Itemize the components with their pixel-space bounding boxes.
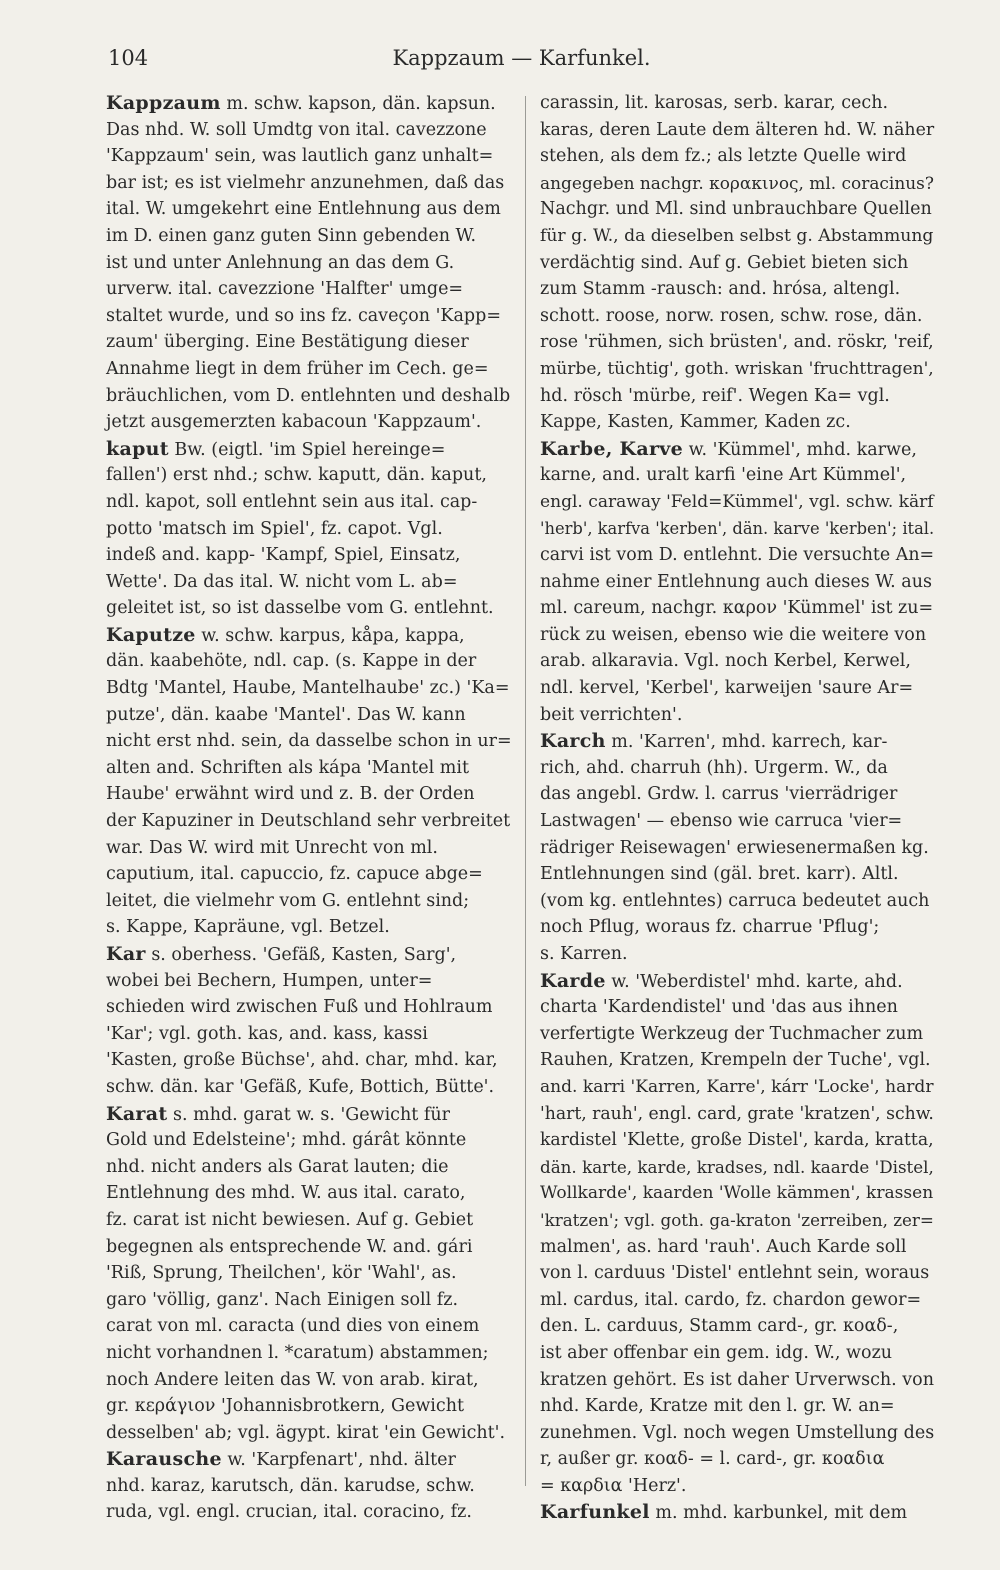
entry-headword-line xyxy=(106,1101,512,1128)
line-text: nicht erst nhd. sein, da dasselbe schon in ur= xyxy=(106,731,512,752)
line-text: schieden wird zwischen Fuß und Hohlraum xyxy=(106,997,493,1018)
text-line xyxy=(540,1287,934,1314)
text-line xyxy=(540,356,934,383)
text-line xyxy=(540,1074,934,1101)
line-text: carassin, lit. karosas, serb. karar, cech. xyxy=(540,93,889,113)
text-line xyxy=(540,808,934,835)
text-line xyxy=(106,1287,512,1314)
text-line xyxy=(540,1473,934,1500)
line-text: nahme einer Entlehnung auch dieses W. aus xyxy=(540,571,932,592)
line-text: desselben' ab; vgl. ägypt. kirat 'ein Gewicht'. xyxy=(106,1422,506,1443)
line-text: der Kapuziner in Deutschland sehr verbreitet xyxy=(106,811,511,832)
line-text: putze', dän. kaabe 'Mantel'. Das W. kann xyxy=(106,704,466,725)
text-line xyxy=(540,276,934,303)
line-text: ist aber offenbar ein gem. idg. W., wozu xyxy=(540,1342,893,1363)
line-text: Entlehnung des mhd. W. aus ital. carato, xyxy=(106,1183,466,1204)
text-line xyxy=(106,356,512,383)
line-text: carat von ml. caracta (und dies von einem xyxy=(106,1316,480,1337)
text-line xyxy=(106,143,512,170)
line-text: 'herb', karfva 'kerben', dän. karve 'kerben'; ital. xyxy=(540,518,935,538)
line-text: m. 'Karren', mhd. karrech, kar- xyxy=(605,732,888,753)
text-line xyxy=(540,755,934,782)
line-text: kardistel 'Klette, große Distel', karda, kratta, xyxy=(540,1130,934,1151)
line-text: für g. W., da dieselben selbst g. Abstammung xyxy=(540,225,934,246)
text-line xyxy=(106,1047,512,1074)
headword: Karausche xyxy=(106,1448,222,1471)
text-line xyxy=(540,489,934,516)
line-text: and. karri 'Karren, Karre', kárr 'Locke', hardr xyxy=(540,1076,934,1097)
line-text: fz. carat ist nicht bewiesen. Auf g. Gebiet xyxy=(106,1209,474,1230)
line-text: malmen', as. hard 'rauh'. Auch Karde soll xyxy=(540,1236,907,1257)
entry-headword-line xyxy=(106,622,512,649)
text-line xyxy=(540,303,934,330)
line-text: war. Das W. wird mit Unrecht von ml. xyxy=(106,837,438,858)
text-line xyxy=(540,1234,934,1261)
text-line xyxy=(106,1340,512,1367)
line-text: den. L. carduus, Stamm card-, gr. κοαδ-, xyxy=(540,1316,899,1337)
line-text: Kappe, Kasten, Kammer, Kaden zc. xyxy=(540,412,851,433)
line-text: Rauhen, Kratzen, Krempeln der Tuche', vgl. xyxy=(540,1050,931,1071)
text-line xyxy=(106,1367,512,1394)
text-line xyxy=(540,170,934,197)
text-line xyxy=(106,781,512,808)
text-line xyxy=(540,1340,934,1367)
text-line xyxy=(540,1101,934,1128)
line-text: rich, ahd. charruh (hh). Urgerm. W., da xyxy=(540,757,888,778)
headword: Karfunkel xyxy=(540,1501,650,1524)
line-text: bar ist; es ist vielmehr anzunehmen, daß das xyxy=(106,172,505,193)
text-line xyxy=(106,1260,512,1287)
text-line xyxy=(540,781,934,808)
line-text: leitet, die vielmehr vom G. entlehnt sind; xyxy=(106,890,470,911)
line-text: begegnen als entsprechende W. and. gári xyxy=(106,1236,473,1257)
text-line xyxy=(106,1127,512,1154)
line-text: angegeben nachgr. κορακινος, ml. coracinus? xyxy=(540,172,934,193)
text-line xyxy=(106,1393,512,1420)
text-line xyxy=(540,1154,934,1181)
line-text: ist und unter Anlehnung an das dem G. xyxy=(106,252,455,273)
line-text: potto 'matsch im Spiel', fz. capot. Vgl. xyxy=(106,518,443,539)
text-line xyxy=(106,888,512,915)
text-line xyxy=(540,702,934,729)
text-line xyxy=(540,90,934,117)
text-line xyxy=(540,117,934,144)
entry-headword-line xyxy=(540,968,934,995)
line-text: Wette'. Da das ital. W. nicht vom L. ab= xyxy=(106,571,458,592)
line-text: Das nhd. W. soll Umdtg von ital. cavezzone xyxy=(106,119,487,140)
line-text: nhd. nicht anders als Garat lauten; die xyxy=(106,1156,449,1177)
text-line xyxy=(106,1499,512,1526)
line-text: stehen, als dem fz.; als letzte Quelle wird xyxy=(540,146,907,167)
line-text: Bw. (eigtl. 'im Spiel hereinge= xyxy=(168,439,446,460)
text-line xyxy=(540,383,934,410)
line-text: s. Karren. xyxy=(540,944,628,964)
text-line xyxy=(540,409,934,436)
line-text: von l. carduus 'Distel' entlehnt sein, woraus xyxy=(540,1263,930,1284)
line-text: alten and. Schriften als kápa 'Mantel mit xyxy=(106,757,470,778)
text-line xyxy=(106,1207,512,1234)
text-line xyxy=(106,329,512,356)
line-text: w. 'Weberdistel' mhd. karte, ahd. xyxy=(605,971,903,992)
line-text: 'Kappzaum' sein, was lautlich ganz unhalt= xyxy=(106,146,494,167)
line-text: caputium, ital. capuccio, fz. capuce abge= xyxy=(106,864,483,885)
line-text: ndl. kervel, 'Kerbel', karweijen 'saure Ar= xyxy=(540,678,914,699)
line-text: s. mhd. garat w. s. 'Gewicht für xyxy=(167,1104,450,1125)
text-line xyxy=(540,250,934,277)
line-text: arab. alkaravia. Vgl. noch Kerbel, Kerwel, xyxy=(540,651,911,672)
entry-headword-line xyxy=(540,728,934,755)
entry-headword-line xyxy=(540,1499,934,1526)
text-line xyxy=(106,994,512,1021)
text-line xyxy=(106,117,512,144)
text-line xyxy=(106,968,512,995)
line-text: ml. careum, nachgr. καρον 'Kümmel' ist zu= xyxy=(540,598,934,619)
headword: kaput xyxy=(106,437,169,460)
text-line xyxy=(540,595,934,622)
line-text: s. oberhess. 'Gefäß, Kasten, Sarg', xyxy=(145,945,457,965)
page-number: 104 xyxy=(108,46,149,70)
line-text: urverw. ital. cavezzione 'Halfter' umge= xyxy=(106,279,464,300)
line-text: bräuchlichen, vom D. entlehnten und deshalb xyxy=(106,385,511,406)
line-text: das angebl. Grdw. l. carrus 'vierrädriger xyxy=(540,784,898,805)
text-line xyxy=(106,595,512,622)
line-text: (vom kg. entlehntes) carruca bedeutet auch xyxy=(540,890,930,911)
text-line xyxy=(540,223,934,250)
text-line xyxy=(540,888,934,915)
text-line xyxy=(106,1154,512,1181)
text-line xyxy=(540,941,934,968)
text-line xyxy=(106,808,512,835)
text-line xyxy=(106,1473,512,1500)
line-text: w. schw. karpus, kåpa, kappa, xyxy=(195,625,465,646)
line-text: geleitet ist, so ist dasselbe vom G. entlehnt. xyxy=(106,598,494,619)
line-text: = καρδια 'Herz'. xyxy=(540,1475,687,1496)
line-text: charta 'Kardendistel' und 'das aus ihnen xyxy=(540,997,898,1018)
line-text: kratzen gehört. Es ist daher Urverwsch. von xyxy=(540,1369,934,1390)
column-divider xyxy=(525,96,526,1486)
line-text: 'hart, rauh', engl. card, grate 'kratzen', schw. xyxy=(540,1103,934,1124)
text-line xyxy=(540,1446,934,1473)
line-text: nhd. karaz, karutsch, dän. karudse, schw. xyxy=(106,1475,475,1496)
text-line xyxy=(106,728,512,755)
left-column xyxy=(106,90,512,1523)
line-text: Lastwagen' — ebenso wie carruca 'vier= xyxy=(540,811,903,832)
line-text: fallen') erst nhd.; schw. kaputt, dän. kaput, xyxy=(106,465,487,486)
text-line xyxy=(540,648,934,675)
text-line xyxy=(540,1127,934,1154)
line-text: garo 'völlig, ganz'. Nach Einigen soll fz. xyxy=(106,1289,459,1310)
line-text: zaum' überging. Eine Bestätigung dieser xyxy=(106,332,469,353)
line-text: wobei bei Bechern, Humpen, unter= xyxy=(106,970,433,991)
text-line xyxy=(106,542,512,569)
text-line xyxy=(540,1180,934,1207)
line-text: nicht vorhandnen l. *caratum) abstammen; xyxy=(106,1342,489,1363)
text-line xyxy=(106,196,512,223)
text-line xyxy=(106,516,512,543)
line-text: hd. rösch 'mürbe, reif'. Wegen Ka= vgl. xyxy=(540,385,890,406)
entry-headword-line xyxy=(106,436,512,463)
headword: Kappzaum xyxy=(106,92,221,114)
line-text: staltet wurde, und so ins fz. caveçon 'Kapp= xyxy=(106,305,501,326)
line-text: karne, and. uralt karfi 'eine Art Kümmel', xyxy=(540,465,907,486)
text-line xyxy=(106,569,512,596)
text-line xyxy=(106,223,512,250)
text-line xyxy=(106,1021,512,1048)
text-line xyxy=(540,1047,934,1074)
text-line xyxy=(106,489,512,516)
page-header xyxy=(108,46,935,76)
line-text: m. mhd. karbunkel, mit dem xyxy=(649,1503,908,1524)
entry-headword-line xyxy=(106,941,512,968)
text-line xyxy=(106,861,512,888)
text-line xyxy=(540,1420,934,1447)
line-text: im D. einen ganz guten Sinn gebenden W. xyxy=(106,225,477,246)
text-line xyxy=(106,383,512,410)
line-text: mürbe, tüchtig', goth. wriskan 'fruchttragen', xyxy=(540,358,934,379)
line-text: Nachgr. und Ml. sind unbrauchbare Quellen xyxy=(540,199,932,220)
text-line xyxy=(540,569,934,596)
text-line xyxy=(106,462,512,489)
line-text: Annahme liegt in dem früher im Cech. ge= xyxy=(106,358,489,379)
line-text: ruda, vgl. engl. crucian, ital. coracino, fz. xyxy=(106,1502,472,1523)
right-column xyxy=(540,90,935,1524)
headword: Kaputze xyxy=(106,623,196,646)
text-line xyxy=(540,1393,934,1420)
text-line xyxy=(106,303,512,330)
line-text: Bdtg 'Mantel, Haube, Mantelhaube' zc.) 'Ka= xyxy=(106,678,510,699)
line-text: schott. roose, norw. rosen, schw. rose, dän. xyxy=(540,305,923,326)
text-line xyxy=(540,835,934,862)
line-text: rück zu weisen, ebenso wie die weitere von xyxy=(540,624,927,645)
text-line xyxy=(540,462,934,489)
text-line xyxy=(106,276,512,303)
line-text: schw. dän. kar 'Gefäß, Kufe, Bottich, Bütte'. xyxy=(106,1076,495,1097)
line-text: 'kratzen'; vgl. goth. ga-kraton 'zerreiben, zer= xyxy=(540,1209,934,1230)
line-text: rose 'rühmen, sich brüsten', and. röskr, 'reif, xyxy=(540,332,934,353)
line-text: m. schw. kapson, dän. kapsun. xyxy=(220,94,496,114)
line-text: r, außer gr. κοαδ- = l. card-, gr. κοαδια xyxy=(540,1449,885,1470)
text-line xyxy=(106,409,512,436)
headword: Karat xyxy=(106,1102,168,1125)
headword: Kar xyxy=(106,943,146,965)
line-text: w. 'Kümmel', mhd. karwe, xyxy=(683,439,917,460)
text-line xyxy=(540,914,934,941)
text-line xyxy=(106,1313,512,1340)
line-text: ital. W. umgekehrt eine Entlehnung aus dem xyxy=(106,199,501,220)
text-line xyxy=(540,1313,934,1340)
line-text: 'Riß, Sprung, Theilchen', kör 'Wahl', as. xyxy=(106,1263,457,1284)
headword: Karde xyxy=(540,969,606,992)
line-text: verdächtig sind. Auf g. Gebiet bieten sich xyxy=(540,252,909,273)
line-text: 'Kasten, große Büchse', ahd. char, mhd. kar, xyxy=(106,1050,498,1071)
line-text: engl. caraway 'Feld=Kümmel', vgl. schw. kärf xyxy=(540,491,934,512)
line-text: noch Pflug, woraus fz. charrue 'Pflug'; xyxy=(540,917,880,938)
text-line xyxy=(106,835,512,862)
line-text: indeß and. kapp- 'Kampf, Spiel, Einsatz, xyxy=(106,545,461,566)
text-line xyxy=(540,516,934,543)
text-line xyxy=(540,861,934,888)
text-line xyxy=(540,196,934,223)
entry-headword-line xyxy=(540,436,934,463)
line-text: 'Kar'; vgl. goth. kas, and. kass, kassi xyxy=(106,1023,428,1044)
line-text: verfertigte Werkzeug der Tuchmacher zum xyxy=(540,1023,924,1044)
text-line xyxy=(106,250,512,277)
text-line xyxy=(540,1207,934,1234)
text-line xyxy=(106,914,512,941)
running-head: Kappzaum — Karfunkel. xyxy=(392,46,651,70)
entry-headword-line xyxy=(106,90,512,117)
text-line xyxy=(540,675,934,702)
line-text: w. 'Karpfenart', nhd. älter xyxy=(221,1450,456,1471)
entry-headword-line xyxy=(106,1446,512,1473)
line-text: Entlehnungen sind (gäl. bret. karr). Altl. xyxy=(540,864,899,885)
text-line xyxy=(540,329,934,356)
line-text: Haube' erwähnt wird und z. B. der Orden xyxy=(106,784,475,805)
text-line xyxy=(106,1234,512,1261)
text-line xyxy=(106,1074,512,1101)
line-text: Gold und Edelsteine'; mhd. gárât könnte xyxy=(106,1130,467,1151)
line-text: dän. kaabehöte, ndl. cap. (s. Kappe in der xyxy=(106,651,477,672)
headword: Karch xyxy=(540,730,606,753)
text-line xyxy=(540,542,934,569)
line-text: noch Andere leiten das W. von arab. kirat, xyxy=(106,1369,479,1390)
line-text: zunehmen. Vgl. noch wegen Umstellung des xyxy=(540,1422,935,1443)
text-line xyxy=(106,702,512,729)
text-line xyxy=(540,622,934,649)
text-line xyxy=(106,1180,512,1207)
line-text: karas, deren Laute dem älteren hd. W. näher xyxy=(540,119,935,140)
line-text: Wollkarde', kaarden 'Wolle kämmen', krassen xyxy=(540,1183,934,1204)
text-line xyxy=(106,675,512,702)
line-text: dän. karte, karde, kradses, ndl. kaarde 'Distel, xyxy=(540,1156,934,1177)
text-line xyxy=(106,1420,512,1447)
text-line xyxy=(540,1021,934,1048)
text-line xyxy=(106,755,512,782)
headword: Karbe, Karve xyxy=(540,437,684,460)
line-text: nhd. Karde, Kratze mit den l. gr. W. an= xyxy=(540,1396,895,1417)
line-text: rädriger Reisewagen' erwiesenermaßen kg. xyxy=(540,837,929,858)
line-text: gr. κεράγιον 'Johannisbrotkern, Gewicht xyxy=(106,1396,464,1417)
text-line xyxy=(540,1367,934,1394)
text-line xyxy=(106,170,512,197)
text-line xyxy=(540,143,934,170)
line-text: ml. cardus, ital. cardo, fz. chardon gewor= xyxy=(540,1289,922,1310)
line-text: beit verrichten'. xyxy=(540,704,683,725)
line-text: jetzt ausgemerzten kabacoun 'Kappzaum'. xyxy=(106,412,482,433)
line-text: carvi ist vom D. entlehnt. Die versuchte An= xyxy=(540,545,935,566)
line-text: ndl. kapot, soll entlehnt sein aus ital. cap- xyxy=(106,491,478,512)
line-text: s. Kappe, Kapräune, vgl. Betzel. xyxy=(106,917,390,938)
text-line xyxy=(540,994,934,1021)
text-line xyxy=(106,648,512,675)
line-text: zum Stamm -rausch: and. hrósa, altengl. xyxy=(540,279,901,300)
text-line xyxy=(540,1260,934,1287)
